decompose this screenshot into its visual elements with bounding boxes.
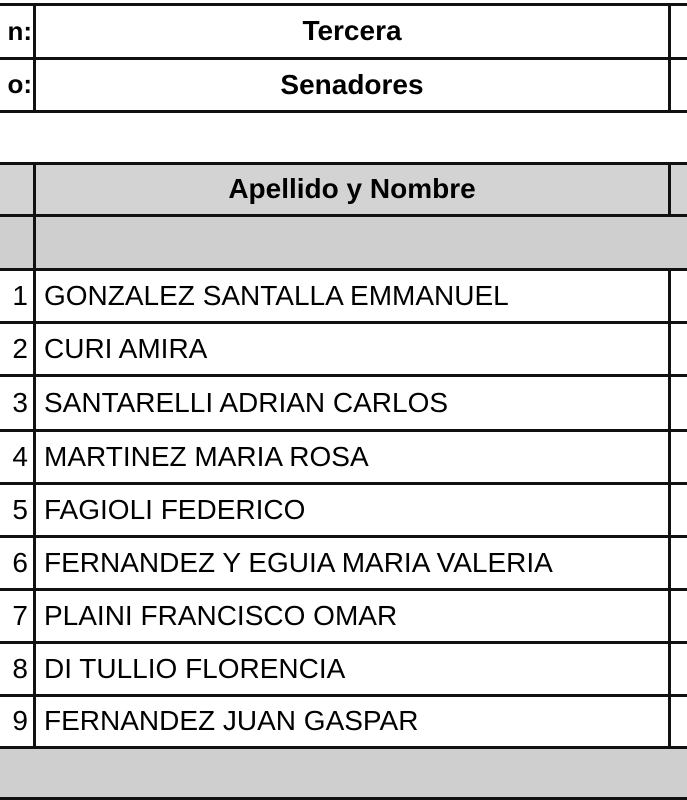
gray-band-bottom bbox=[0, 747, 687, 800]
row-number: 8 bbox=[12, 652, 28, 684]
gray-band-top bbox=[0, 215, 687, 269]
category-value: Tercera bbox=[302, 15, 402, 46]
grid-line bbox=[0, 214, 687, 217]
row-number: 2 bbox=[12, 332, 28, 364]
row-name: DI TULLIO FLORENCIA bbox=[44, 652, 346, 684]
chamber-label: o: bbox=[7, 69, 32, 99]
row-number: 6 bbox=[12, 546, 28, 578]
table-row bbox=[0, 375, 687, 430]
grid-line bbox=[0, 3, 687, 6]
row-number: 7 bbox=[12, 599, 28, 631]
row-name: SANTARELLI ADRIAN CARLOS bbox=[44, 386, 449, 418]
header-row-category bbox=[0, 4, 687, 58]
grid-line bbox=[0, 641, 687, 644]
table-row bbox=[0, 695, 687, 747]
table-row bbox=[0, 642, 687, 695]
grid-line bbox=[0, 429, 687, 432]
row-number: 1 bbox=[12, 279, 28, 311]
grid-line bbox=[0, 746, 687, 749]
row-number: 4 bbox=[12, 440, 28, 472]
header-row-chamber bbox=[0, 58, 687, 111]
grid-line bbox=[0, 374, 687, 377]
grid-line bbox=[0, 535, 687, 538]
table-row bbox=[0, 536, 687, 589]
category-label: n: bbox=[7, 15, 32, 46]
grid-line bbox=[0, 268, 687, 271]
column-header-name: Apellido y Nombre bbox=[228, 173, 476, 204]
grid-line bbox=[0, 694, 687, 697]
row-name: MARTINEZ MARIA ROSA bbox=[44, 440, 369, 472]
grid-line bbox=[0, 57, 687, 60]
row-number: 9 bbox=[12, 705, 28, 736]
grid-line bbox=[668, 162, 671, 216]
grid-line bbox=[668, 268, 671, 748]
column-header-row bbox=[0, 163, 687, 215]
header-spacer-row bbox=[0, 111, 687, 163]
row-name: GONZALEZ SANTALLA EMMANUEL bbox=[44, 279, 509, 311]
row-name: FERNANDEZ Y EGUIA MARIA VALERIA bbox=[44, 546, 553, 578]
row-number: 5 bbox=[12, 493, 28, 525]
row-name: PLAINI FRANCISCO OMAR bbox=[44, 599, 398, 631]
row-number: 3 bbox=[12, 386, 28, 418]
table-row bbox=[0, 589, 687, 642]
grid-line bbox=[33, 3, 36, 111]
grid-line bbox=[0, 321, 687, 324]
grid-line bbox=[33, 162, 36, 748]
table-row bbox=[0, 322, 687, 375]
table-row bbox=[0, 269, 687, 322]
grid-line bbox=[0, 482, 687, 485]
table-row bbox=[0, 430, 687, 483]
row-name: FERNANDEZ JUAN GASPAR bbox=[44, 705, 419, 736]
row-name: FAGIOLI FEDERICO bbox=[44, 493, 306, 525]
grid-line bbox=[0, 110, 687, 113]
grid-line bbox=[0, 162, 687, 165]
chamber-value: Senadores bbox=[280, 68, 424, 100]
table-row bbox=[0, 483, 687, 536]
grid-line bbox=[668, 3, 671, 111]
grid-line bbox=[0, 588, 687, 591]
row-name: CURI AMIRA bbox=[44, 332, 208, 364]
